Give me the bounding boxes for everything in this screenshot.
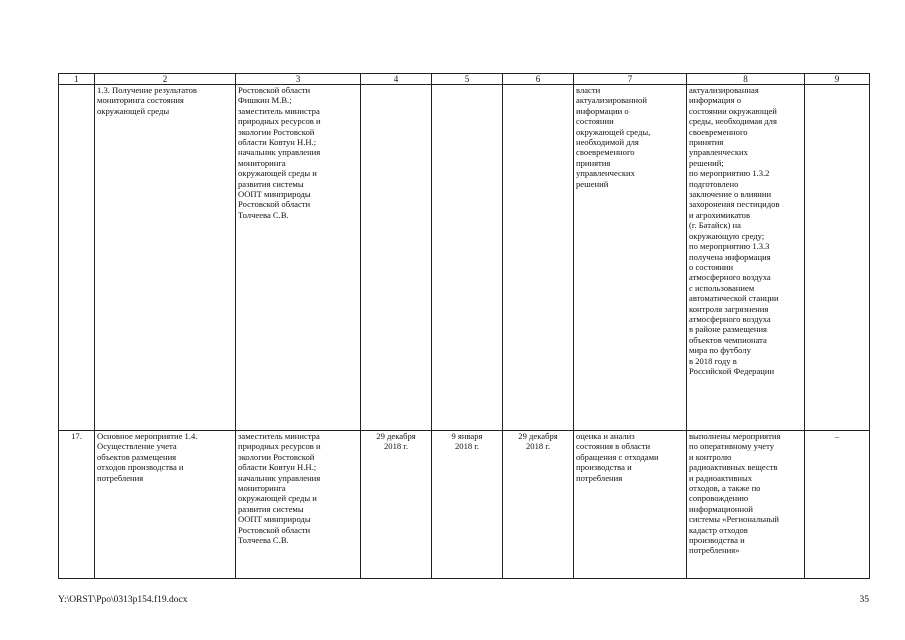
cell-text-line: актуализированной [576, 95, 647, 106]
cell-text-line: мониторинга [238, 483, 286, 494]
cell-text-line: (г. Батайск) на [689, 220, 741, 231]
cell-text-line: 29 декабря [518, 431, 558, 441]
cell-text-line: состоянии окружающей [689, 105, 777, 116]
achieved-result-cell [687, 85, 805, 431]
expected-result-cell [574, 85, 687, 431]
cell-text-line: окружающую среду; [689, 230, 765, 241]
cell-text-line: сопровождению [689, 493, 749, 504]
column-header: 8 [687, 74, 805, 85]
file-path-footer: Y:\ORST\Ppo\0313p154.f19.docx [58, 595, 188, 605]
cell-text-line: власти [576, 85, 601, 95]
cell-text-line: заместитель министра [238, 431, 320, 441]
planned-date-cell [361, 431, 432, 579]
cell-text-line: 2018 г. [383, 441, 409, 452]
cell-text-line: развития системы [238, 503, 304, 514]
cell-text-line: объектов размещения [97, 451, 177, 462]
cell-text-line: необходимой для [576, 137, 639, 148]
cell-text-line: решений; [689, 157, 724, 168]
actual-start-cell [432, 431, 503, 579]
cell-text-line: области Ковтун Н.Н.; [238, 137, 317, 148]
cell-text-line: окружающей среды [97, 105, 170, 116]
cell-text-line: оценка и анализ [576, 431, 635, 441]
report-table [58, 73, 870, 579]
cell-text-line: развития системы [238, 178, 304, 189]
cell-text-line: мониторинга состояния [97, 95, 184, 106]
problems-cell [805, 85, 870, 431]
cell-text-line: Основное мероприятие 1.4. [97, 431, 198, 441]
cell-text-line: области Ковтун Н.Н.; [238, 462, 317, 473]
cell-text-line: актуализированная [689, 85, 759, 95]
actual-end-cell [503, 85, 574, 431]
cell-text-line: ООПТ минприроды [238, 514, 311, 525]
cell-text-line: природных ресурсов и [238, 441, 321, 452]
cell-text-line: по мероприятию 1.3.2 [689, 168, 770, 179]
measure-name-cell [95, 431, 236, 579]
cell-text-line: окружающей среды и [238, 493, 317, 504]
cell-text-line: решений [576, 178, 609, 189]
cell-text-line: атмосферного воздуха [689, 313, 771, 324]
cell-text-line: кадастр отходов [689, 524, 748, 535]
cell-text-line: своевременного [689, 126, 748, 137]
cell-text-line: 2018 г. [454, 441, 480, 452]
cell-text-line: 29 декабря [376, 431, 416, 441]
cell-text-line: потребления [576, 472, 623, 483]
actual-start-cell [432, 85, 503, 431]
cell-text-line: 1.3. Получение результатов [97, 85, 197, 95]
cell-text-line: производства и [689, 535, 745, 546]
cell-text-line: принятия [689, 137, 724, 148]
expected-result-cell [574, 431, 687, 579]
actual-end-cell [503, 431, 574, 579]
achieved-result-cell [687, 431, 805, 579]
cell-text-line: мониторинга [238, 157, 286, 168]
cell-text-line: управленческих [689, 147, 748, 158]
cell-text-line: Толчеева С.В. [238, 209, 289, 220]
cell-text-line: выполнены мероприятия [689, 431, 781, 441]
cell-text-line: окружающей среды, [576, 126, 651, 137]
cell-text-line: 2018 г. [525, 441, 551, 452]
cell-text-line: производства и [576, 462, 632, 473]
cell-text-line: и радиоактивных [689, 472, 753, 483]
measure-name-cell [95, 85, 236, 431]
cell-text-line: информационной [689, 503, 754, 514]
cell-text-line: принятия [576, 157, 611, 168]
column-header: 5 [432, 74, 503, 85]
cell-text-line: начальник управления [238, 472, 321, 483]
cell-text-line: Толчеева С.В. [238, 535, 289, 546]
cell-text-line: Ростовской области [238, 524, 311, 535]
cell-text-line: радиоактивных веществ [689, 462, 778, 473]
header-row [59, 74, 870, 85]
cell-text-line: начальник управления [238, 147, 321, 158]
cell-text-line: получена информация [689, 251, 771, 262]
column-header: 6 [503, 74, 574, 85]
cell-text-line: мира по футболу [689, 345, 751, 356]
cell-text-line: – [834, 431, 840, 441]
cell-text-line: потребления [97, 472, 144, 483]
cell-text-line: и агрохимикатов [689, 209, 751, 220]
executor-cell [236, 431, 361, 579]
cell-text-line: информация о [689, 95, 742, 106]
cell-text-line: атмосферного воздуха [689, 272, 771, 283]
column-header: 2 [95, 74, 236, 85]
cell-text-line: потребления» [689, 545, 740, 556]
cell-text-line: по оперативному учету [689, 441, 775, 452]
cell-text-line: Фишкин М.В.; [238, 95, 292, 106]
column-header: 4 [361, 74, 432, 85]
row-number-cell [59, 85, 95, 431]
table-row [59, 85, 870, 431]
row-number-cell: 17. [59, 431, 95, 579]
cell-text-line: природных ресурсов и [238, 116, 321, 127]
cell-text-line: Ростовской области [238, 199, 311, 210]
planned-date-cell [361, 85, 432, 431]
cell-text-line: автоматической станции [689, 293, 779, 304]
cell-text-line: и контролю [689, 451, 732, 462]
cell-text-line: своевременного [576, 147, 635, 158]
executor-cell [236, 85, 361, 431]
cell-text-line: подготовлено [689, 178, 739, 189]
cell-text-line: 9 января [451, 431, 483, 441]
cell-text-line: в районе размещения [689, 324, 767, 335]
cell-text-line: обращения с отходами [576, 451, 659, 462]
cell-text-line: Осуществление учета [97, 441, 177, 452]
cell-text-line: информации о [576, 105, 629, 116]
column-header: 7 [574, 74, 687, 85]
cell-text-line: Ростовской области [238, 85, 311, 95]
cell-text-line: контроля загрязнения [689, 303, 769, 314]
cell-text-line: отходов производства и [97, 462, 184, 473]
cell-text-line: захоронения пестицидов [689, 199, 780, 210]
column-header: 3 [236, 74, 361, 85]
cell-text-line: по мероприятию 1.3.3 [689, 241, 770, 252]
page-number: 35 [859, 595, 869, 605]
cell-text-line: Российской Федерации [689, 365, 775, 376]
cell-text-line: состояния в области [576, 441, 651, 452]
cell-text-line: объектов чемпионата [689, 334, 767, 345]
cell-text-line: управленческих [576, 168, 635, 179]
cell-text-line: отходов, а также по [689, 483, 761, 494]
cell-text-line: экологии Ростовской [238, 451, 315, 462]
table-row [59, 431, 870, 579]
cell-text-line: заместитель министра [238, 105, 320, 116]
cell-text-line: состоянии [576, 116, 614, 127]
cell-text-line: системы «Региональный [689, 514, 780, 525]
cell-text-line: окружающей среды и [238, 168, 317, 179]
cell-text-line: экологии Ростовской [238, 126, 315, 137]
column-header: 9 [805, 74, 870, 85]
cell-text-line: заключение о влиянии [689, 189, 772, 200]
column-header: 1 [59, 74, 95, 85]
cell-text-line: с использованием [689, 282, 755, 293]
cell-text-line: в 2018 году в [689, 355, 737, 366]
cell-text-line: среды, необходимая для [689, 116, 777, 127]
cell-text-line: ООПТ минприроды [238, 189, 311, 200]
cell-text-line: о состоянии [689, 261, 734, 272]
problems-cell [805, 431, 870, 579]
